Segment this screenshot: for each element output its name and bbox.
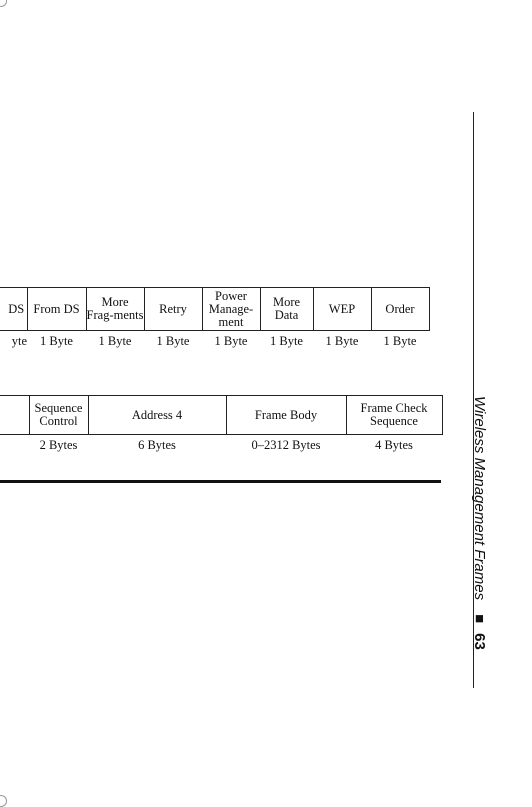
figure-bottom-rule bbox=[0, 480, 441, 483]
page-number: 63 bbox=[471, 633, 488, 650]
frame-format-diagram bbox=[0, 395, 443, 435]
size-label: 1 Byte bbox=[98, 334, 132, 348]
size-label: 1 Byte bbox=[383, 334, 417, 348]
field-frame-body: Frame Body bbox=[226, 396, 346, 435]
size-label: 4 Bytes bbox=[375, 438, 413, 452]
field-more-fragments: More Frag-ments bbox=[86, 288, 144, 331]
field-address-4: Address 4 bbox=[88, 396, 226, 435]
field-sequence-control: Sequence Control bbox=[29, 396, 88, 435]
field-wep: WEP bbox=[313, 288, 371, 331]
frame-control-diagram bbox=[0, 287, 430, 331]
running-head-title: Wireless Management Frames bbox=[471, 396, 488, 601]
size-label: 0–2312 Bytes bbox=[251, 438, 321, 452]
field-frame-check-sequence: Frame Check Sequence bbox=[346, 396, 442, 435]
size-label: 1 Byte bbox=[270, 334, 303, 348]
size-label: 6 Bytes bbox=[138, 438, 176, 452]
crop-mark-bottom bbox=[0, 795, 7, 807]
field-more-data: More Data bbox=[260, 288, 313, 331]
field-power-management: Power Manage-ment bbox=[202, 288, 260, 331]
size-label: 1 Byte bbox=[214, 334, 248, 348]
field-from-ds: From DS bbox=[27, 288, 86, 331]
size-label: 2 Bytes bbox=[39, 438, 78, 452]
crop-mark-top bbox=[0, 0, 7, 7]
separator-square: ■ bbox=[471, 614, 488, 624]
running-head bbox=[470, 396, 488, 650]
size-label: yte bbox=[11, 334, 27, 348]
size-label: 1 Byte bbox=[325, 334, 359, 348]
field-order: Order bbox=[371, 288, 429, 331]
field-retry: Retry bbox=[144, 288, 202, 331]
size-label: 1 Byte bbox=[40, 334, 73, 348]
field-truncated bbox=[0, 396, 29, 435]
field-to-ds: DS bbox=[0, 288, 27, 331]
size-label: 1 Byte bbox=[156, 334, 190, 348]
